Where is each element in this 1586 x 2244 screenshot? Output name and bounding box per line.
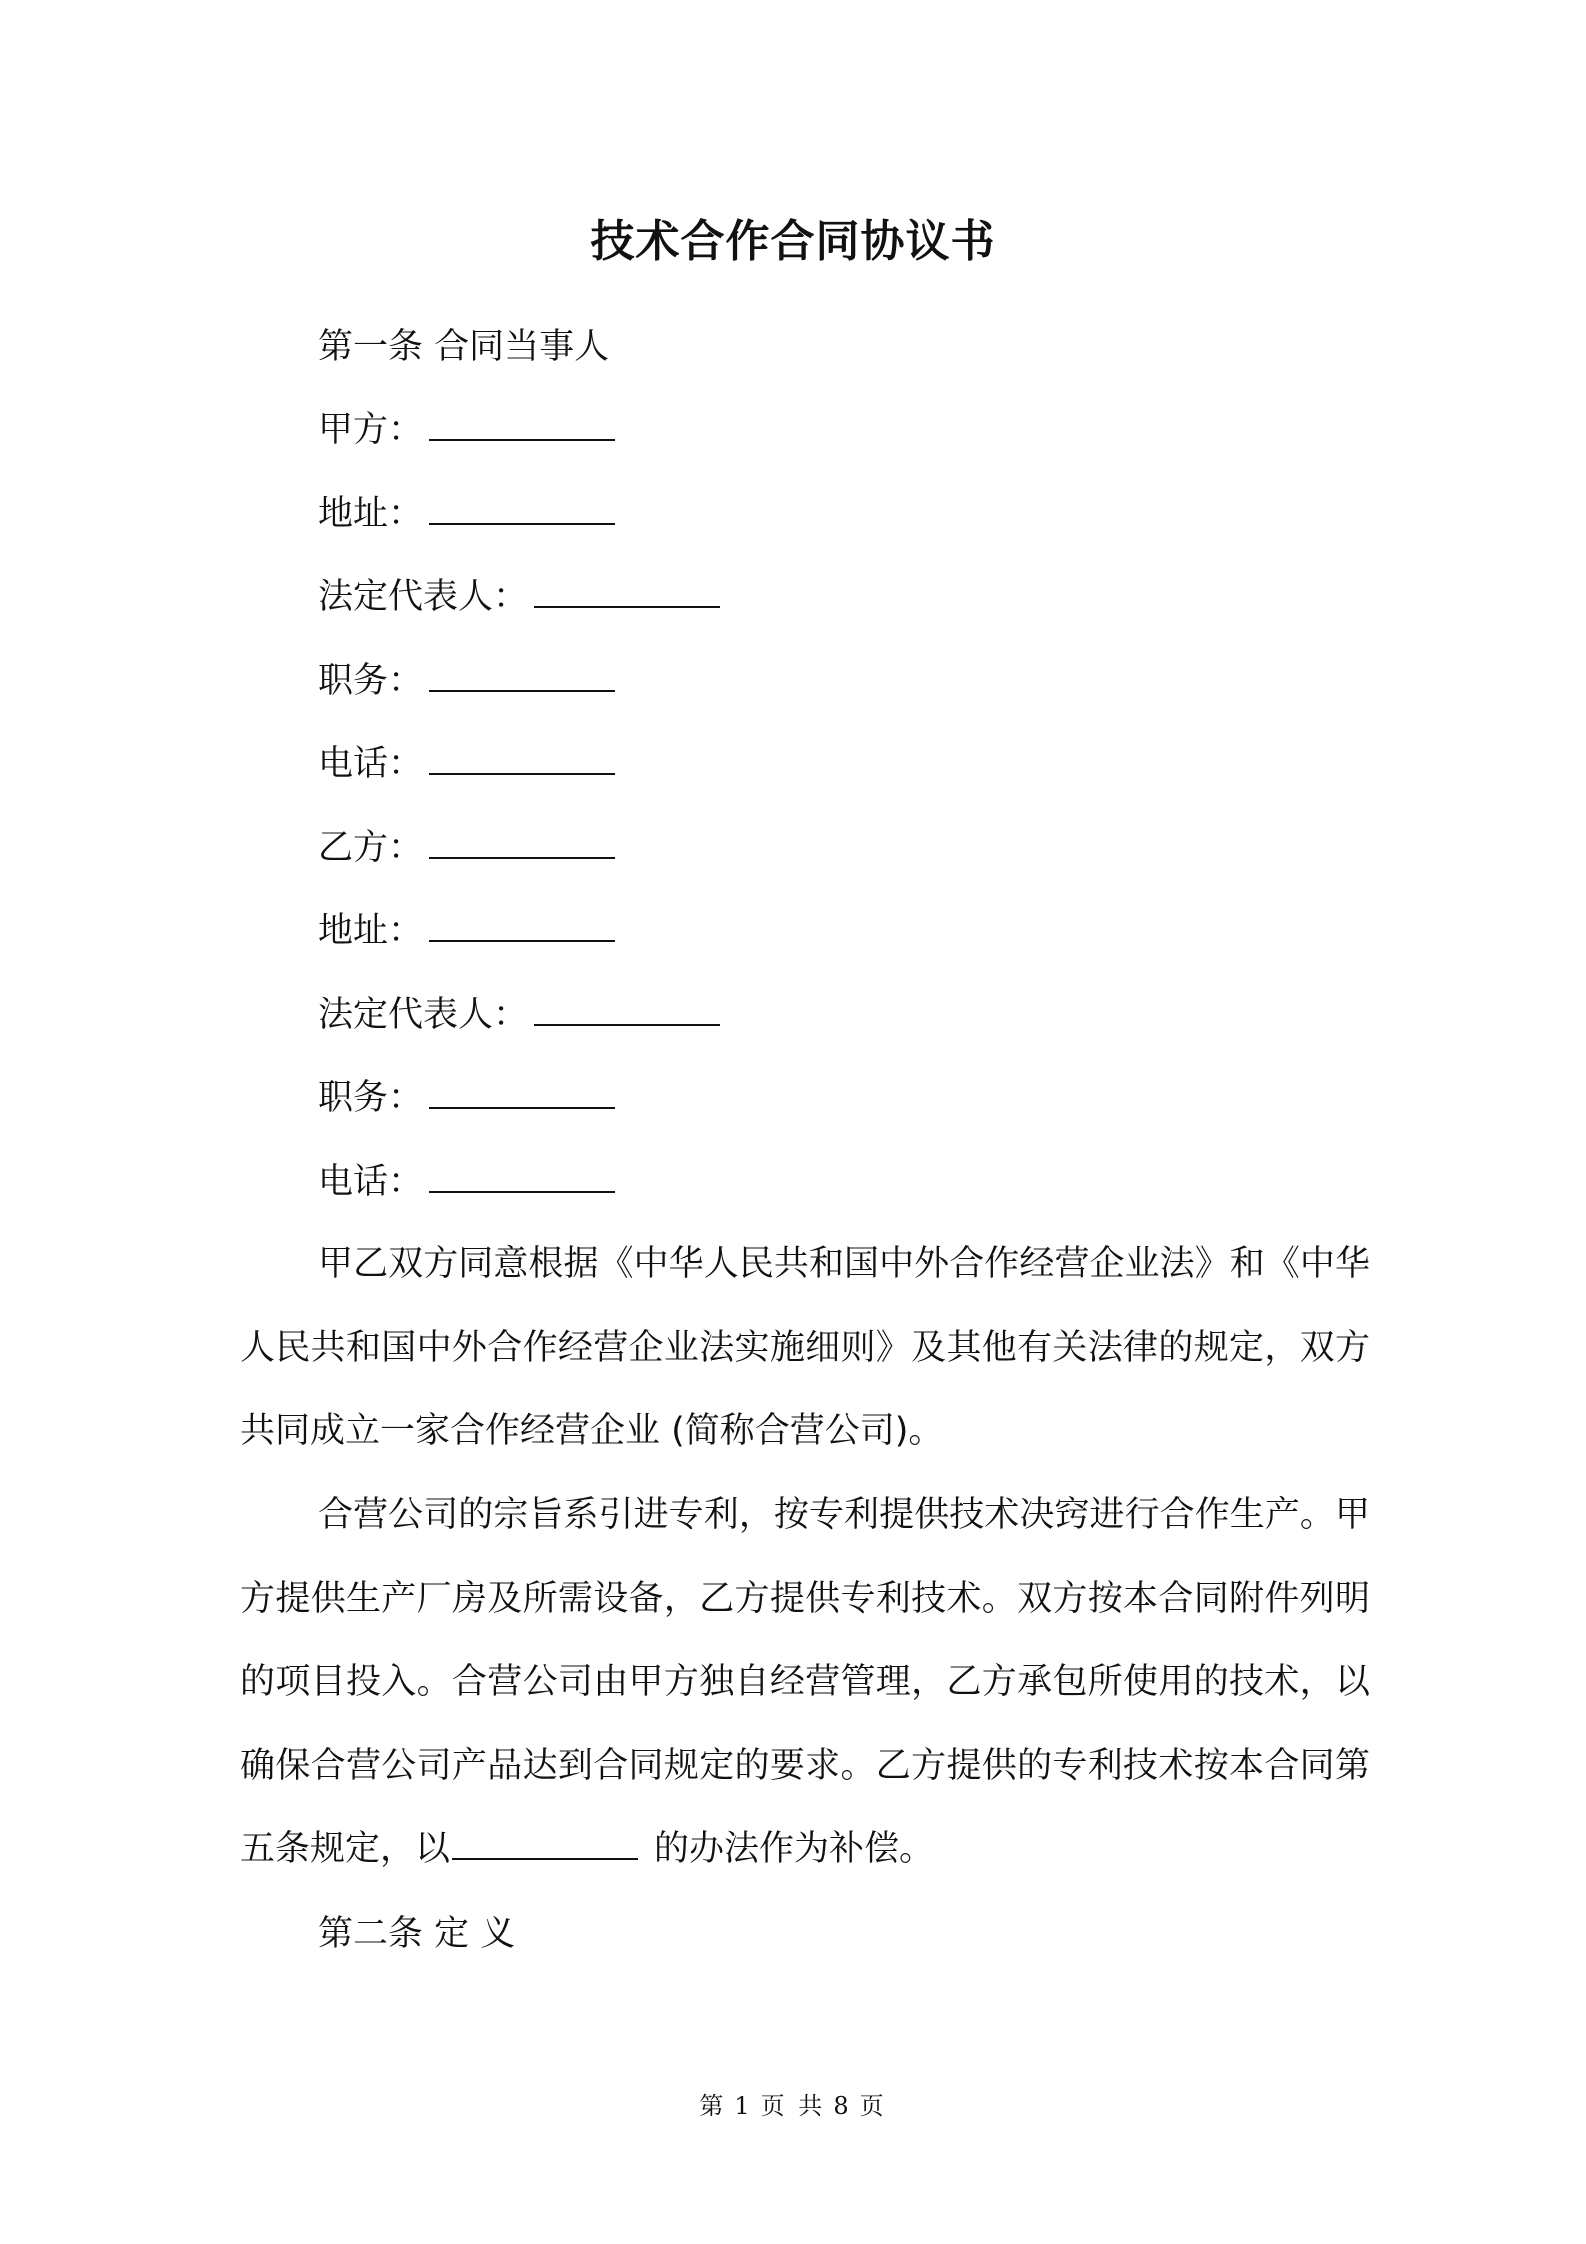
party-b-phone-label: 电话：: [318, 1162, 424, 1202]
party-a-position-line: [318, 656, 615, 706]
party-a-phone-line: [318, 739, 615, 789]
party-b-position-blank: [429, 1077, 615, 1109]
party-a-address-line: [318, 489, 615, 539]
party-b-phone-blank: [429, 1161, 615, 1193]
party-b-address-line: [318, 906, 615, 956]
party-b-phone-line: [318, 1157, 615, 1207]
party-a-phone-blank: [429, 743, 615, 775]
footer-current-page: 1: [734, 2092, 753, 2120]
party-b-line: [318, 823, 615, 873]
party-b-legal-rep-line: [318, 990, 720, 1040]
party-b-address-blank: [429, 910, 615, 942]
paragraph-purpose-tail: 的办法作为补偿。: [654, 1829, 935, 1869]
party-b-legal-rep-blank: [534, 994, 720, 1026]
party-b-address-label: 地址：: [318, 911, 424, 951]
party-a-label: 甲方：: [318, 410, 424, 450]
party-b-position-label: 职务：: [318, 1078, 424, 1118]
party-b-position-line: [318, 1073, 615, 1123]
party-a-position-label: 职务：: [318, 661, 424, 701]
party-a-address-label: 地址：: [318, 494, 424, 534]
paragraph-purpose-text: 合营公司的宗旨系引进专利，按专利提供技术决窍进行合作生产。甲方提供生产厂房及所需设备，乙方提供专利技术。双方按本合同附件列明的项目投入。合营公司由甲方独自经营管理，乙方承包所使用的技术，以确保合营公司产品达到合同规定的要求。乙方提供的专利技术按本合同第五条规定，以: [240, 1495, 1370, 1869]
footer-prefix: 第: [699, 2092, 727, 2120]
paragraph-purpose: [240, 1474, 1370, 1892]
party-b-blank: [429, 827, 615, 859]
page-footer: [0, 2090, 1586, 2122]
party-a-line: [318, 405, 615, 455]
article1-heading: 第一条 合同当事人: [318, 327, 610, 367]
party-a-legal-rep-label: 法定代表人：: [318, 577, 529, 617]
party-a-legal-rep-blank: [534, 576, 720, 608]
party-a-legal-rep-line: [318, 572, 720, 622]
footer-suffix: 页: [859, 2092, 887, 2120]
compensation-blank: [452, 1828, 638, 1860]
document-title: 技术合作合同协议书: [590, 216, 996, 267]
party-b-legal-rep-label: 法定代表人：: [318, 995, 529, 1035]
party-a-blank: [429, 409, 615, 441]
party-a-phone-label: 电话：: [318, 744, 424, 784]
party-a-address-blank: [429, 493, 615, 525]
footer-mid: 页 共: [760, 2092, 826, 2120]
paragraph-legal-basis: 甲乙双方同意根据《中华人民共和国中外合作经营企业法》和《中华人民共和国中外合作经营企业法实施细则》及其他有关法律的规定，双方共同成立一家合作经营企业 (简称合营公司)。: [240, 1244, 1370, 1451]
article2-heading: 第二条 定 义: [318, 1914, 516, 1954]
party-b-label: 乙方：: [318, 828, 424, 868]
party-a-position-blank: [429, 660, 615, 692]
footer-total-pages: 8: [833, 2092, 852, 2120]
